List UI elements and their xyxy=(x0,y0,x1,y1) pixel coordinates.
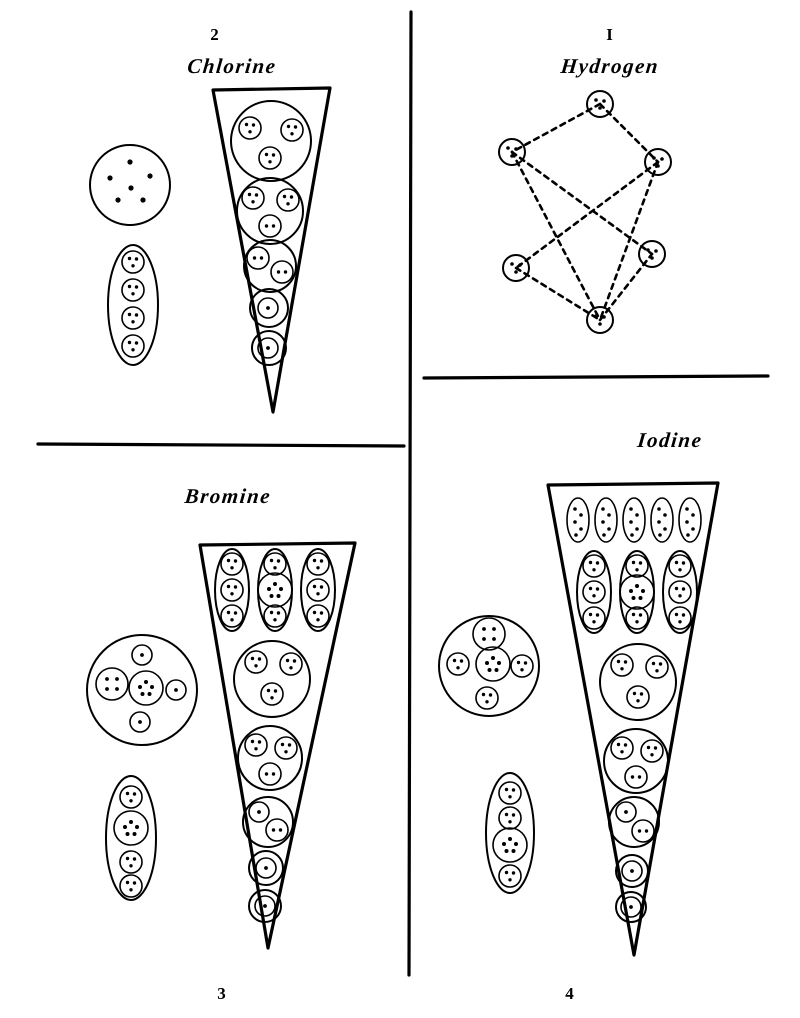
iodine-figure xyxy=(439,483,718,955)
panel-title-iodine: Iodine xyxy=(636,428,704,452)
panel-title-chlorine: Chlorine xyxy=(186,54,278,78)
bromine-figure xyxy=(87,543,355,948)
panel-title-hydrogen: Hydrogen xyxy=(559,54,661,78)
hydrogen-figure xyxy=(499,91,671,333)
panel-number-1: I xyxy=(606,25,614,44)
chlorine-figure xyxy=(90,88,330,412)
panel-number-2: 2 xyxy=(210,25,220,44)
panel-title-bromine: Bromine xyxy=(183,484,273,508)
panel-number-4: 4 xyxy=(565,984,575,1003)
panel-number-3: 3 xyxy=(217,984,227,1003)
